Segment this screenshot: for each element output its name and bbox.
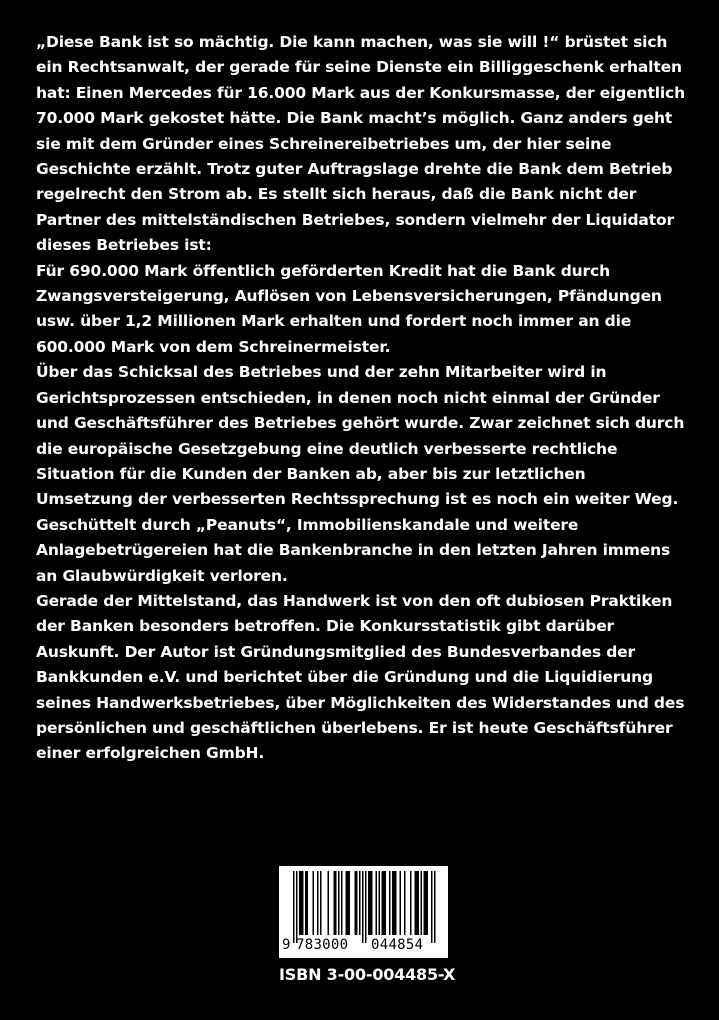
- barcode-bar: [376, 871, 378, 935]
- barcode-bar: [427, 871, 429, 935]
- barcode-digits: [279, 936, 448, 956]
- barcode-right-group: 044854: [371, 937, 424, 953]
- barcode-bar: [379, 871, 381, 935]
- barcode-bar: [385, 871, 387, 935]
- barcode-bar: [424, 871, 426, 935]
- barcode-bar: [382, 871, 384, 935]
- barcode-bar: [335, 871, 337, 935]
- barcode-bar: [418, 871, 420, 935]
- blurb-paragraph-1: „Diese Bank ist so mächtig. Die kann machen, was sie will !“ brüstet sich ein Rechtsanwalt, der gerade für seine Dienste ein Billiggeschenk erhalten hat: Einen Mercedes für 16.000 Mark aus der Konkursmasse, der eigentlich 70.000 Mark gekostet hätte. Die Bank macht’s möglich. Ganz anders geht sie mit dem Gründer eines Schreinereibetriebes um, der hier seine Geschichte erzählt. Trotz guter Auftragslage drehte die Bank dem Betrieb regelrecht den Strom ab. Es stellt sich heraus, daß die Bank nicht der Partner des mittelständischen Betriebes, sondern vielmehr der Liquidator dieses Betriebes ist:: [36, 33, 685, 255]
- barcode-bar: [410, 871, 412, 935]
- barcode-bar: [389, 871, 391, 935]
- barcode-bar: [359, 871, 361, 935]
- barcode-bar: [400, 871, 402, 935]
- barcode-bar: [307, 871, 309, 935]
- barcode-bar: [370, 871, 372, 935]
- barcode-bar: [416, 871, 418, 935]
- barcode-bar: [404, 871, 406, 935]
- isbn-number: ISBN 3-00-004485-X: [279, 965, 456, 984]
- barcode-bar: [317, 871, 319, 935]
- barcode-bar: [328, 871, 330, 935]
- barcode-bar: [293, 871, 295, 943]
- barcode-bar: [371, 871, 373, 935]
- barcode-bar: [346, 871, 348, 935]
- barcode-bar: [305, 871, 307, 935]
- barcode-bar: [313, 871, 315, 935]
- barcode-bar: [394, 871, 396, 935]
- barcode-bar: [434, 871, 436, 943]
- barcode-bar: [349, 871, 351, 935]
- ean-barcode: [279, 866, 448, 958]
- barcode-bar: [320, 871, 322, 935]
- barcode-bar: [301, 871, 303, 935]
- barcode-bar: [296, 871, 298, 943]
- barcode-bar: [383, 871, 385, 935]
- barcode-bar: [299, 871, 301, 935]
- barcode-bar: [338, 871, 340, 935]
- barcode-bar: [425, 871, 427, 935]
- barcode-bar: [421, 871, 423, 935]
- barcode-bar: [347, 871, 349, 935]
- blurb-paragraph-4: Gerade der Mittelstand, das Handwerk ist von den oft dubiosen Praktiken der Banken besonders betroffen. Die Konkursstatistik gibt darüber Auskunft. Der Autor ist Gründungsmitglied des Bundesverbandes der Bankkunden e.V. und berichtet über die Gründung und die Liquidierung seines Handwerksbetriebes, über Möglichkeiten des Widerstandes und des persönlichen und geschäftlichen überlebens. Er ist heute Geschäftsführer einer erfolgreichen GmbH.: [36, 591, 685, 763]
- barcode-bar: [365, 871, 367, 943]
- barcode-bar: [431, 871, 433, 943]
- barcode-bar: [356, 871, 358, 935]
- barcode-bar: [368, 871, 370, 935]
- barcode-bar: [334, 871, 336, 935]
- barcode-bar: [341, 871, 343, 935]
- barcode-left-group: 783000: [296, 937, 349, 953]
- blurb-paragraph-2: Für 690.000 Mark öffentlich geförderten Kredit hat die Bank durch Zwangsversteigerung, Auflösen von Lebensversicherungen, Pfändungen usw. über 1,2 Millionen Mark erhalten und fordert noch immer an die 600.000 Mark von dem Schreinermeister.: [36, 261, 662, 356]
- blurb-paragraph-3: Über das Schicksal des Betriebes und der zehn Mitarbeiter wird in Gerichtsprozessen entschieden, in denen noch nicht einmal der Gründer und Geschäftsführer des Betriebes gehört wurde. Zwar zeichnet sich durch die europäische Gesetzgebung eine deutlich verbesserte rechtliche Situation für die Kunden der Banken ab, aber bis zur letztlichen Umsetzung der verbesserten Rechtssprechung ist es noch ein weiter Weg. Geschüttelt durch „Peanuts“, Immobilienskandale und weitere Anlagebetrügereien hat die Bankenbranche in den letzten Jahren immens an Glaubwürdigkeit verloren.: [36, 363, 685, 585]
- barcode-bar: [355, 871, 357, 935]
- barcode-bar: [362, 871, 364, 943]
- barcode-bar: [395, 871, 397, 935]
- barcode-bar: [392, 871, 394, 935]
- blurb-text: [36, 30, 686, 767]
- barcode-bar: [415, 871, 417, 935]
- barcode-first-digit: 9: [282, 937, 291, 953]
- barcode-bar: [302, 871, 304, 935]
